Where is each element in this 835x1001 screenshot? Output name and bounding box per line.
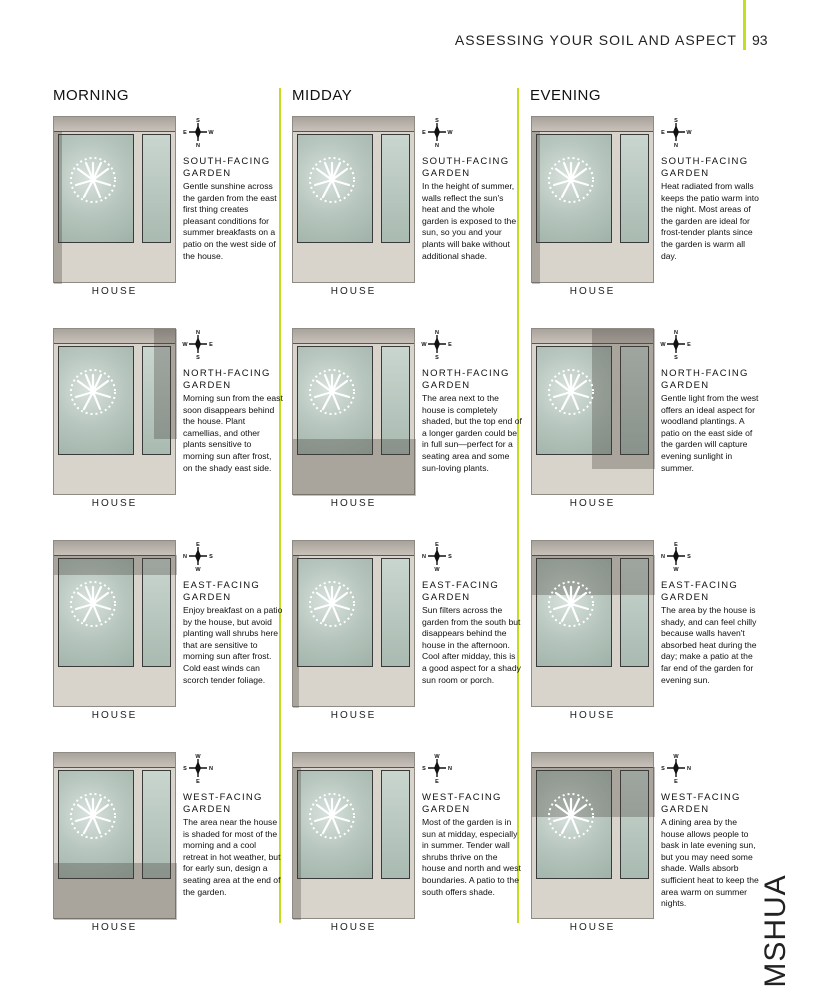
- aspect-title: SOUTH-FACING GARDEN: [422, 156, 510, 179]
- house-wall: [532, 541, 653, 556]
- tree-icon: [68, 579, 118, 629]
- compass-icon: [661, 752, 691, 784]
- shade-area: [592, 329, 655, 469]
- aspect-description: In the height of summer, walls reflect the sun's heat and the whole garden is exposed to the sun, so you and your plants will bake without additional shade.: [422, 181, 517, 261]
- page-number: 93: [752, 32, 768, 48]
- compass-icon: [661, 328, 691, 360]
- aspect-title: EAST-FACING GARDEN: [422, 580, 500, 603]
- column-title-morning: MORNING: [53, 87, 129, 104]
- aspect-description: The area near the house is shaded for most of the morning and a cool retreat in hot weather, but for early sun, design a seating area at the end of the garden.: [183, 817, 281, 897]
- tree-icon: [307, 367, 357, 417]
- aspect-title: WEST-FACING GARDEN: [422, 792, 502, 815]
- aspect-title: WEST-FACING GARDEN: [661, 792, 741, 815]
- house-wall: [293, 753, 414, 768]
- compass-icon: [422, 540, 452, 572]
- aspect-title: EAST-FACING GARDEN: [661, 580, 739, 603]
- svg-text:E: E: [674, 779, 678, 785]
- svg-text:S: S: [674, 118, 678, 124]
- svg-text:N: N: [435, 330, 439, 336]
- garden-plan: [53, 328, 176, 495]
- garden-plan: [292, 116, 415, 283]
- svg-text:W: W: [195, 567, 201, 573]
- compass-icon: [183, 752, 213, 784]
- garden-plan: [292, 328, 415, 495]
- house-label: HOUSE: [330, 922, 377, 933]
- aspect-description: The area next to the house is completely shaded, but the top end of a longer garden could be in full sun—perfect for a seating area and some sun-loving plants.: [422, 393, 522, 473]
- aspect-description: Sun filters across the garden from the south but disappears behind the house in the afternoon. Cool after midday, this is a good aspect for a shady sun room or porch.: [422, 605, 521, 685]
- garden-border: [620, 134, 649, 243]
- svg-text:E: E: [435, 779, 439, 785]
- compass-icon: [183, 116, 213, 148]
- shade-area: [54, 555, 177, 575]
- aspect-description: Enjoy breakfast on a patio by the house, but avoid planting wall shrubs here that are sensitive to morning sun after frost. Cold east winds can scorch tender foliage.: [183, 605, 283, 685]
- house-label: HOUSE: [330, 286, 377, 297]
- house-label: HOUSE: [91, 710, 138, 721]
- aspect-title: SOUTH-FACING GARDEN: [183, 156, 271, 179]
- watermark: [717, 874, 835, 988]
- house-label: HOUSE: [569, 922, 616, 933]
- svg-text:E: E: [196, 779, 200, 785]
- garden-border: [381, 134, 410, 243]
- garden-plan: [531, 328, 654, 495]
- svg-text:S: S: [687, 554, 691, 560]
- svg-text:N: N: [448, 766, 452, 772]
- column-title-evening: EVENING: [530, 87, 602, 104]
- svg-text:N: N: [196, 330, 200, 336]
- house-label: HOUSE: [330, 498, 377, 509]
- garden-plan: [531, 752, 654, 919]
- svg-text:S: S: [422, 766, 426, 772]
- svg-text:N: N: [183, 554, 187, 560]
- garden-plan: [531, 116, 654, 283]
- svg-text:S: S: [209, 554, 213, 560]
- svg-text:E: E: [422, 130, 426, 136]
- tree-icon: [307, 791, 357, 841]
- house-label: HOUSE: [91, 922, 138, 933]
- garden-plan: [53, 752, 176, 919]
- svg-text:N: N: [435, 143, 439, 149]
- svg-text:W: W: [208, 130, 214, 136]
- svg-text:S: S: [435, 118, 439, 124]
- house-wall: [532, 753, 653, 768]
- svg-text:E: E: [661, 130, 665, 136]
- svg-text:E: E: [687, 342, 691, 348]
- aspect-description: The area by the house is shady, and can feel chilly because walls haven't absorbed heat during the day; make a patio at the far end of the garden for evening sun.: [661, 605, 757, 685]
- header-accent-bar: [743, 0, 746, 50]
- svg-text:N: N: [674, 143, 678, 149]
- house-wall: [293, 541, 414, 556]
- house-wall: [532, 117, 653, 132]
- compass-icon: [422, 752, 452, 784]
- svg-text:N: N: [687, 766, 691, 772]
- house-wall: [293, 329, 414, 344]
- house-wall: [54, 753, 175, 768]
- house-wall: [293, 117, 414, 132]
- house-label: HOUSE: [91, 286, 138, 297]
- garden-border: [381, 558, 410, 667]
- compass-icon: [661, 540, 691, 572]
- aspect-title: WEST-FACING GARDEN: [183, 792, 263, 815]
- tree-icon: [68, 791, 118, 841]
- compass-icon: [422, 328, 452, 360]
- aspect-description: Heat radiated from walls keeps the patio warm into the night. Most areas of the garden are ideal for frost-tender plants since the garden is warm all day.: [661, 181, 759, 261]
- svg-text:E: E: [209, 342, 213, 348]
- garden-border: [381, 770, 410, 879]
- svg-text:N: N: [209, 766, 213, 772]
- tree-icon: [68, 155, 118, 205]
- house-label: HOUSE: [569, 710, 616, 721]
- aspect-description: Morning sun from the east soon disappears behind the house. Plant camellias, and other plants sensitive to morning sun after frost, on the shady east side.: [183, 393, 283, 473]
- tree-icon: [546, 791, 596, 841]
- aspect-title: NORTH-FACING GARDEN: [422, 368, 510, 391]
- tree-icon: [546, 579, 596, 629]
- svg-text:E: E: [448, 342, 452, 348]
- shade-area: [293, 555, 299, 708]
- house-wall: [54, 541, 175, 556]
- tree-icon: [307, 155, 357, 205]
- aspect-description: Most of the garden is in sun at midday, especially in summer. Tender wall shrubs thrive on the house and north and west boundaries. A patio to the south offers shade.: [422, 817, 521, 897]
- svg-text:W: W: [673, 754, 679, 760]
- house-label: HOUSE: [91, 498, 138, 509]
- house-wall: [54, 117, 175, 132]
- svg-text:S: S: [674, 355, 678, 361]
- svg-text:W: W: [182, 342, 188, 348]
- garden-plan: [53, 540, 176, 707]
- svg-text:W: W: [421, 342, 427, 348]
- shade-area: [293, 767, 301, 920]
- compass-icon: [183, 328, 213, 360]
- svg-text:E: E: [674, 542, 678, 548]
- aspect-description: Gentle light from the west offers an ideal aspect for woodland plantings. A patio on the east side of the garden will capture evening sunlight in summer.: [661, 393, 759, 473]
- tree-icon: [68, 367, 118, 417]
- shade-area: [293, 439, 416, 496]
- svg-text:W: W: [686, 130, 692, 136]
- watermark-text: MSHUA: [759, 874, 792, 988]
- svg-text:S: S: [435, 355, 439, 361]
- garden-border: [142, 134, 171, 243]
- house-label: HOUSE: [569, 498, 616, 509]
- tree-icon: [546, 367, 596, 417]
- svg-text:E: E: [435, 542, 439, 548]
- tree-icon: [546, 155, 596, 205]
- compass-icon: [422, 116, 452, 148]
- svg-text:N: N: [661, 554, 665, 560]
- aspect-title: NORTH-FACING GARDEN: [183, 368, 271, 391]
- aspect-description: Gentle sunshine across the garden from the east first thing creates pleasant conditions for summer breakfasts on a patio on the west side of the house.: [183, 181, 277, 261]
- tree-icon: [307, 579, 357, 629]
- svg-text:S: S: [196, 118, 200, 124]
- garden-plan: [292, 752, 415, 919]
- shade-area: [154, 329, 177, 439]
- garden-plan: [292, 540, 415, 707]
- garden-plan: [531, 540, 654, 707]
- shade-area: [532, 131, 540, 284]
- svg-text:N: N: [674, 330, 678, 336]
- house-label: HOUSE: [330, 710, 377, 721]
- column-title-midday: MIDDAY: [292, 87, 353, 104]
- svg-text:E: E: [196, 542, 200, 548]
- svg-text:E: E: [183, 130, 187, 136]
- shade-area: [54, 131, 62, 284]
- svg-text:W: W: [195, 754, 201, 760]
- aspect-title: NORTH-FACING GARDEN: [661, 368, 749, 391]
- svg-text:W: W: [660, 342, 666, 348]
- svg-text:W: W: [673, 567, 679, 573]
- shade-area: [54, 863, 177, 920]
- aspect-description: A dining area by the house allows people to bask in late evening sun, but you may need some shade. Walls absorb sufficient heat to keep the area warm on summer nights.: [661, 817, 759, 909]
- running-header-title: ASSESSING YOUR SOIL AND ASPECT: [454, 32, 737, 48]
- svg-text:N: N: [196, 143, 200, 149]
- aspect-title: EAST-FACING GARDEN: [183, 580, 261, 603]
- svg-text:S: S: [196, 355, 200, 361]
- svg-text:S: S: [661, 766, 665, 772]
- svg-text:W: W: [434, 567, 440, 573]
- compass-icon: [183, 540, 213, 572]
- svg-text:W: W: [434, 754, 440, 760]
- aspect-title: SOUTH-FACING GARDEN: [661, 156, 749, 179]
- compass-icon: [661, 116, 691, 148]
- svg-text:W: W: [447, 130, 453, 136]
- svg-text:S: S: [448, 554, 452, 560]
- svg-text:S: S: [183, 766, 187, 772]
- svg-text:N: N: [422, 554, 426, 560]
- house-label: HOUSE: [569, 286, 616, 297]
- garden-plan: [53, 116, 176, 283]
